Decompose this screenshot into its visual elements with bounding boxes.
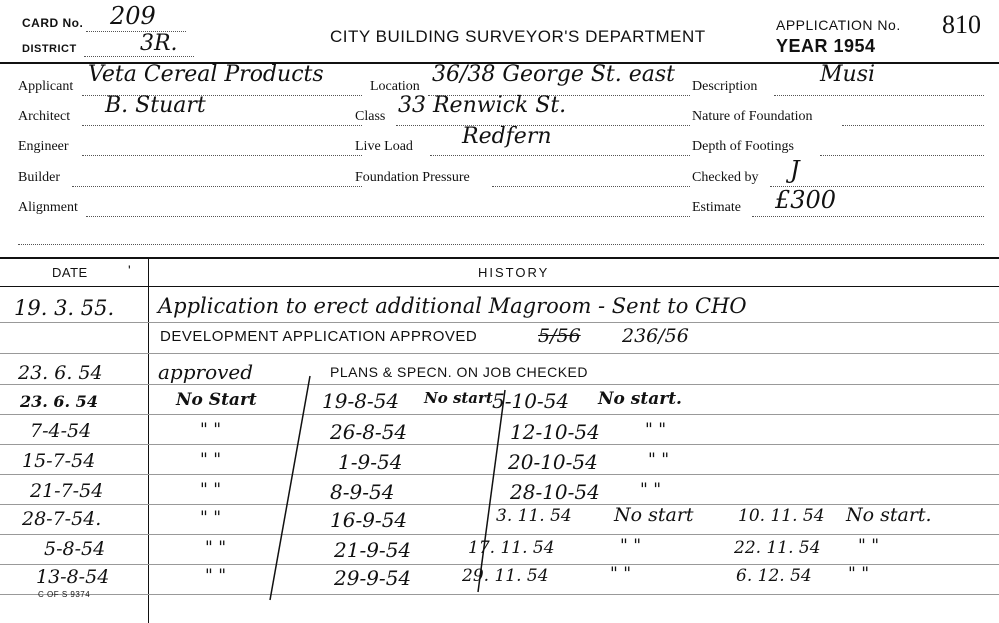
date-header: DATE	[52, 265, 88, 280]
builder-label: Builder	[18, 170, 60, 185]
col2-row-2: 26-8-54	[330, 420, 408, 444]
col4-row-5: 10. 11. 54	[738, 506, 825, 526]
col3-row-2: 12-10-54	[510, 420, 600, 444]
col3-row-4: 28-10-54	[510, 480, 600, 504]
card-no-label: CARD No.	[22, 16, 84, 30]
row-9-history: " "	[205, 566, 227, 586]
location-line1: 36/38 George St. east	[432, 62, 676, 87]
checked-by-label: Checked by	[692, 170, 759, 185]
col3-row-6-ditto: " "	[620, 536, 642, 556]
col3-row-2-ditto: " "	[645, 420, 667, 440]
col4-row-7: 6. 12. 54	[736, 566, 812, 586]
foundation-pressure-label: Foundation Pressure	[355, 170, 470, 185]
row-5-date: 15-7-54	[22, 450, 96, 472]
district-label: DISTRICT	[22, 43, 77, 55]
col2-row-6: 21-9-54	[334, 538, 412, 562]
estimate-label: Estimate	[692, 200, 741, 215]
row-3-history: No Start	[176, 390, 257, 410]
row-3-date: 23. 6. 54	[20, 392, 98, 411]
row-7-history: " "	[200, 508, 222, 528]
row-6-history: " "	[200, 480, 222, 500]
location-line2: 33 Renwick St.	[398, 93, 567, 118]
alignment-label: Alignment	[18, 200, 78, 215]
col3-row-3-ditto: " "	[648, 450, 670, 470]
row-6-date: 21-7-54	[30, 480, 104, 502]
col3-row-5-note: No start	[614, 504, 694, 526]
dev-application-approved: DEVELOPMENT APPLICATION APPROVED	[160, 328, 478, 345]
col4-row-6: 22. 11. 54	[734, 538, 821, 558]
application-no-value: 810	[942, 10, 981, 39]
application-no-label: APPLICATION No.	[776, 17, 901, 33]
col3-row-3: 20-10-54	[508, 450, 598, 474]
col2-row-3: 1-9-54	[338, 450, 403, 474]
col3-row-7-ditto: " "	[610, 564, 632, 584]
row-4-history: " "	[200, 420, 222, 440]
col4-row-5-note: No start.	[846, 504, 932, 526]
row-2-history: approved	[158, 360, 254, 384]
row-8-history: " "	[205, 538, 227, 558]
location-label: Location	[370, 79, 420, 94]
col4-row-7-ditto: " "	[848, 564, 870, 584]
checked-by-value: J	[790, 156, 800, 184]
col2-row-5: 16-9-54	[330, 508, 408, 532]
location-line3: Redfern	[462, 124, 552, 149]
applicant-value: Veta Cereal Products	[88, 62, 324, 87]
row-0-date: 19. 3. 55.	[14, 296, 115, 320]
nature-of-foundation-label: Nature of Foundation	[692, 109, 813, 124]
col2-row-1: 19-8-54	[322, 389, 400, 413]
description-label: Description	[692, 79, 758, 94]
depth-of-footings-label: Depth of Footings	[692, 139, 794, 154]
col2-row-1-note: No start	[424, 389, 493, 407]
row-4-date: 7-4-54	[30, 420, 92, 442]
card-no-value: 209	[110, 2, 156, 30]
engineer-label: Engineer	[18, 139, 69, 154]
col3-row-1: 5-10-54	[492, 389, 570, 413]
col3-row-5: 3. 11. 54	[496, 506, 572, 526]
row-7-date: 28-7-54.	[22, 508, 102, 530]
dev-number-struck: 5/56	[538, 325, 581, 347]
col2-row-7: 29-9-54	[334, 566, 412, 590]
class-label: Class	[355, 109, 386, 124]
col3-row-1-note: No start.	[598, 389, 682, 409]
row-5-history: " "	[200, 450, 222, 470]
description-value: Musi	[820, 62, 876, 87]
estimate-value: £300	[775, 186, 837, 214]
applicant-label: Applicant	[18, 79, 74, 94]
architect-label: Architect	[18, 109, 71, 124]
dev-number: 236/56	[622, 325, 689, 347]
year-label: YEAR 1954	[776, 36, 876, 56]
form-code: C OF S 9374	[38, 590, 91, 599]
row-0-history: Application to erect additional Magroom - Sent to CHO	[158, 294, 747, 318]
plans-checked: PLANS & SPECN. ON JOB CHECKED	[330, 364, 589, 380]
live-load-label: Live Load	[355, 139, 413, 154]
col3-row-7: 29. 11. 54	[462, 566, 549, 586]
district-value: 3R.	[140, 31, 178, 56]
col2-row-4: 8-9-54	[330, 480, 395, 504]
row-2-date: 23. 6. 54	[18, 362, 103, 384]
col4-row-6-ditto: " "	[858, 536, 880, 556]
col3-row-6: 17. 11. 54	[468, 538, 555, 558]
history-header: HISTORY	[478, 265, 550, 280]
row-9-date: 13-8-54	[36, 566, 110, 588]
department-title: CITY BUILDING SURVEYOR'S DEPARTMENT	[330, 27, 706, 46]
architect-value: B. Stuart	[105, 93, 206, 118]
row-8-date: 5-8-54	[44, 538, 106, 560]
col3-row-4-ditto: " "	[640, 480, 662, 500]
header-mark: '	[128, 262, 131, 278]
